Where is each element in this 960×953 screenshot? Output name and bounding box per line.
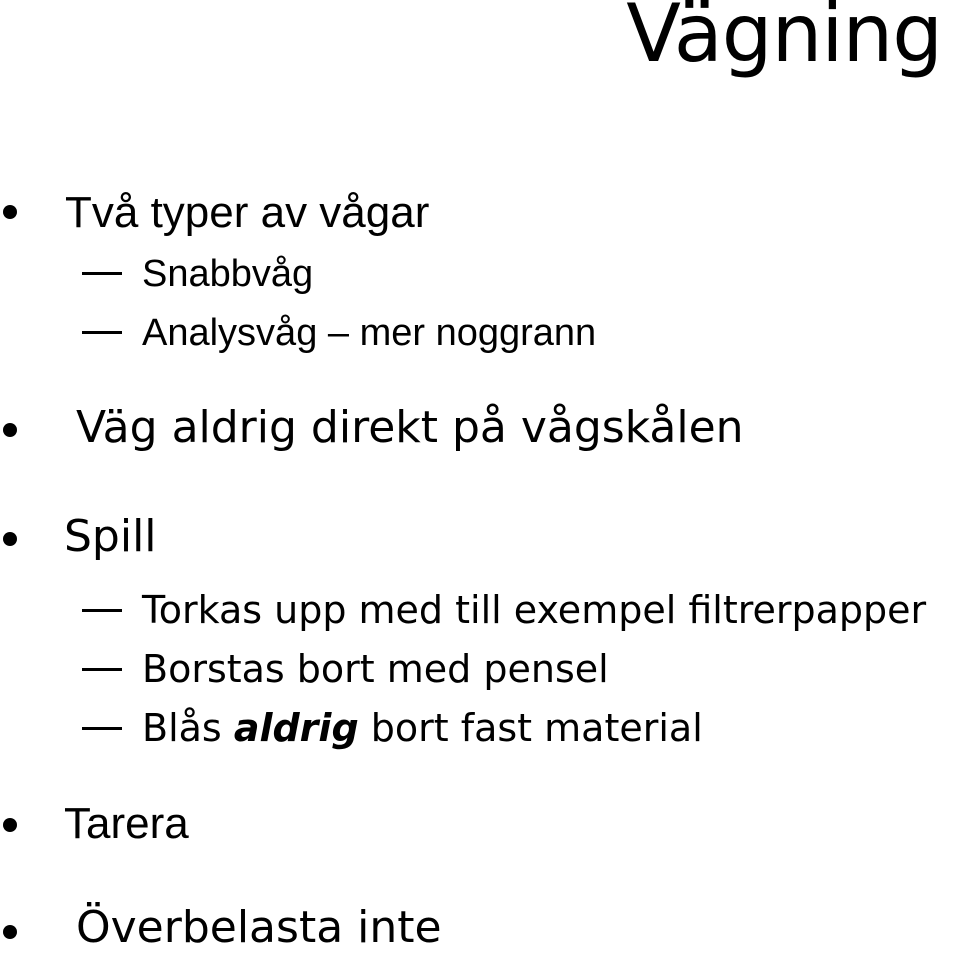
subbullet-text-before: Blås	[142, 706, 222, 750]
subbullet-text: Torkas upp med till exempel filtrerpapper	[142, 588, 927, 632]
bullet-text: Överbelasta inte	[76, 902, 442, 953]
subbullet-text: Analysvåg – mer noggrann	[142, 312, 597, 354]
subbullet-text-emphasis: aldrig	[233, 706, 359, 750]
dash-icon	[82, 272, 122, 275]
dash-icon	[82, 331, 122, 334]
bullet-dot-icon	[3, 423, 17, 437]
bullet-text: Väg aldrig direkt på vågskålen	[76, 402, 744, 453]
bullet-text: Två typer av vågar	[65, 188, 430, 237]
bullet-text: Spill	[64, 511, 157, 562]
bullet-dot-icon	[3, 205, 17, 219]
slide-title: Vägning	[626, 0, 942, 80]
subbullet-text: Borstas bort med pensel	[142, 647, 609, 691]
bullet-text: Tarera	[64, 799, 189, 848]
dash-icon	[82, 668, 122, 671]
subbullet-text: Snabbvåg	[142, 253, 314, 295]
bullet-dot-icon	[3, 532, 17, 546]
dash-icon	[82, 727, 122, 730]
bullet-dot-icon	[3, 818, 17, 832]
bullet-dot-icon	[3, 925, 17, 939]
dash-icon	[82, 609, 122, 612]
subbullet-text	[142, 706, 703, 750]
subbullet-text-after: bort fast material	[370, 706, 703, 750]
